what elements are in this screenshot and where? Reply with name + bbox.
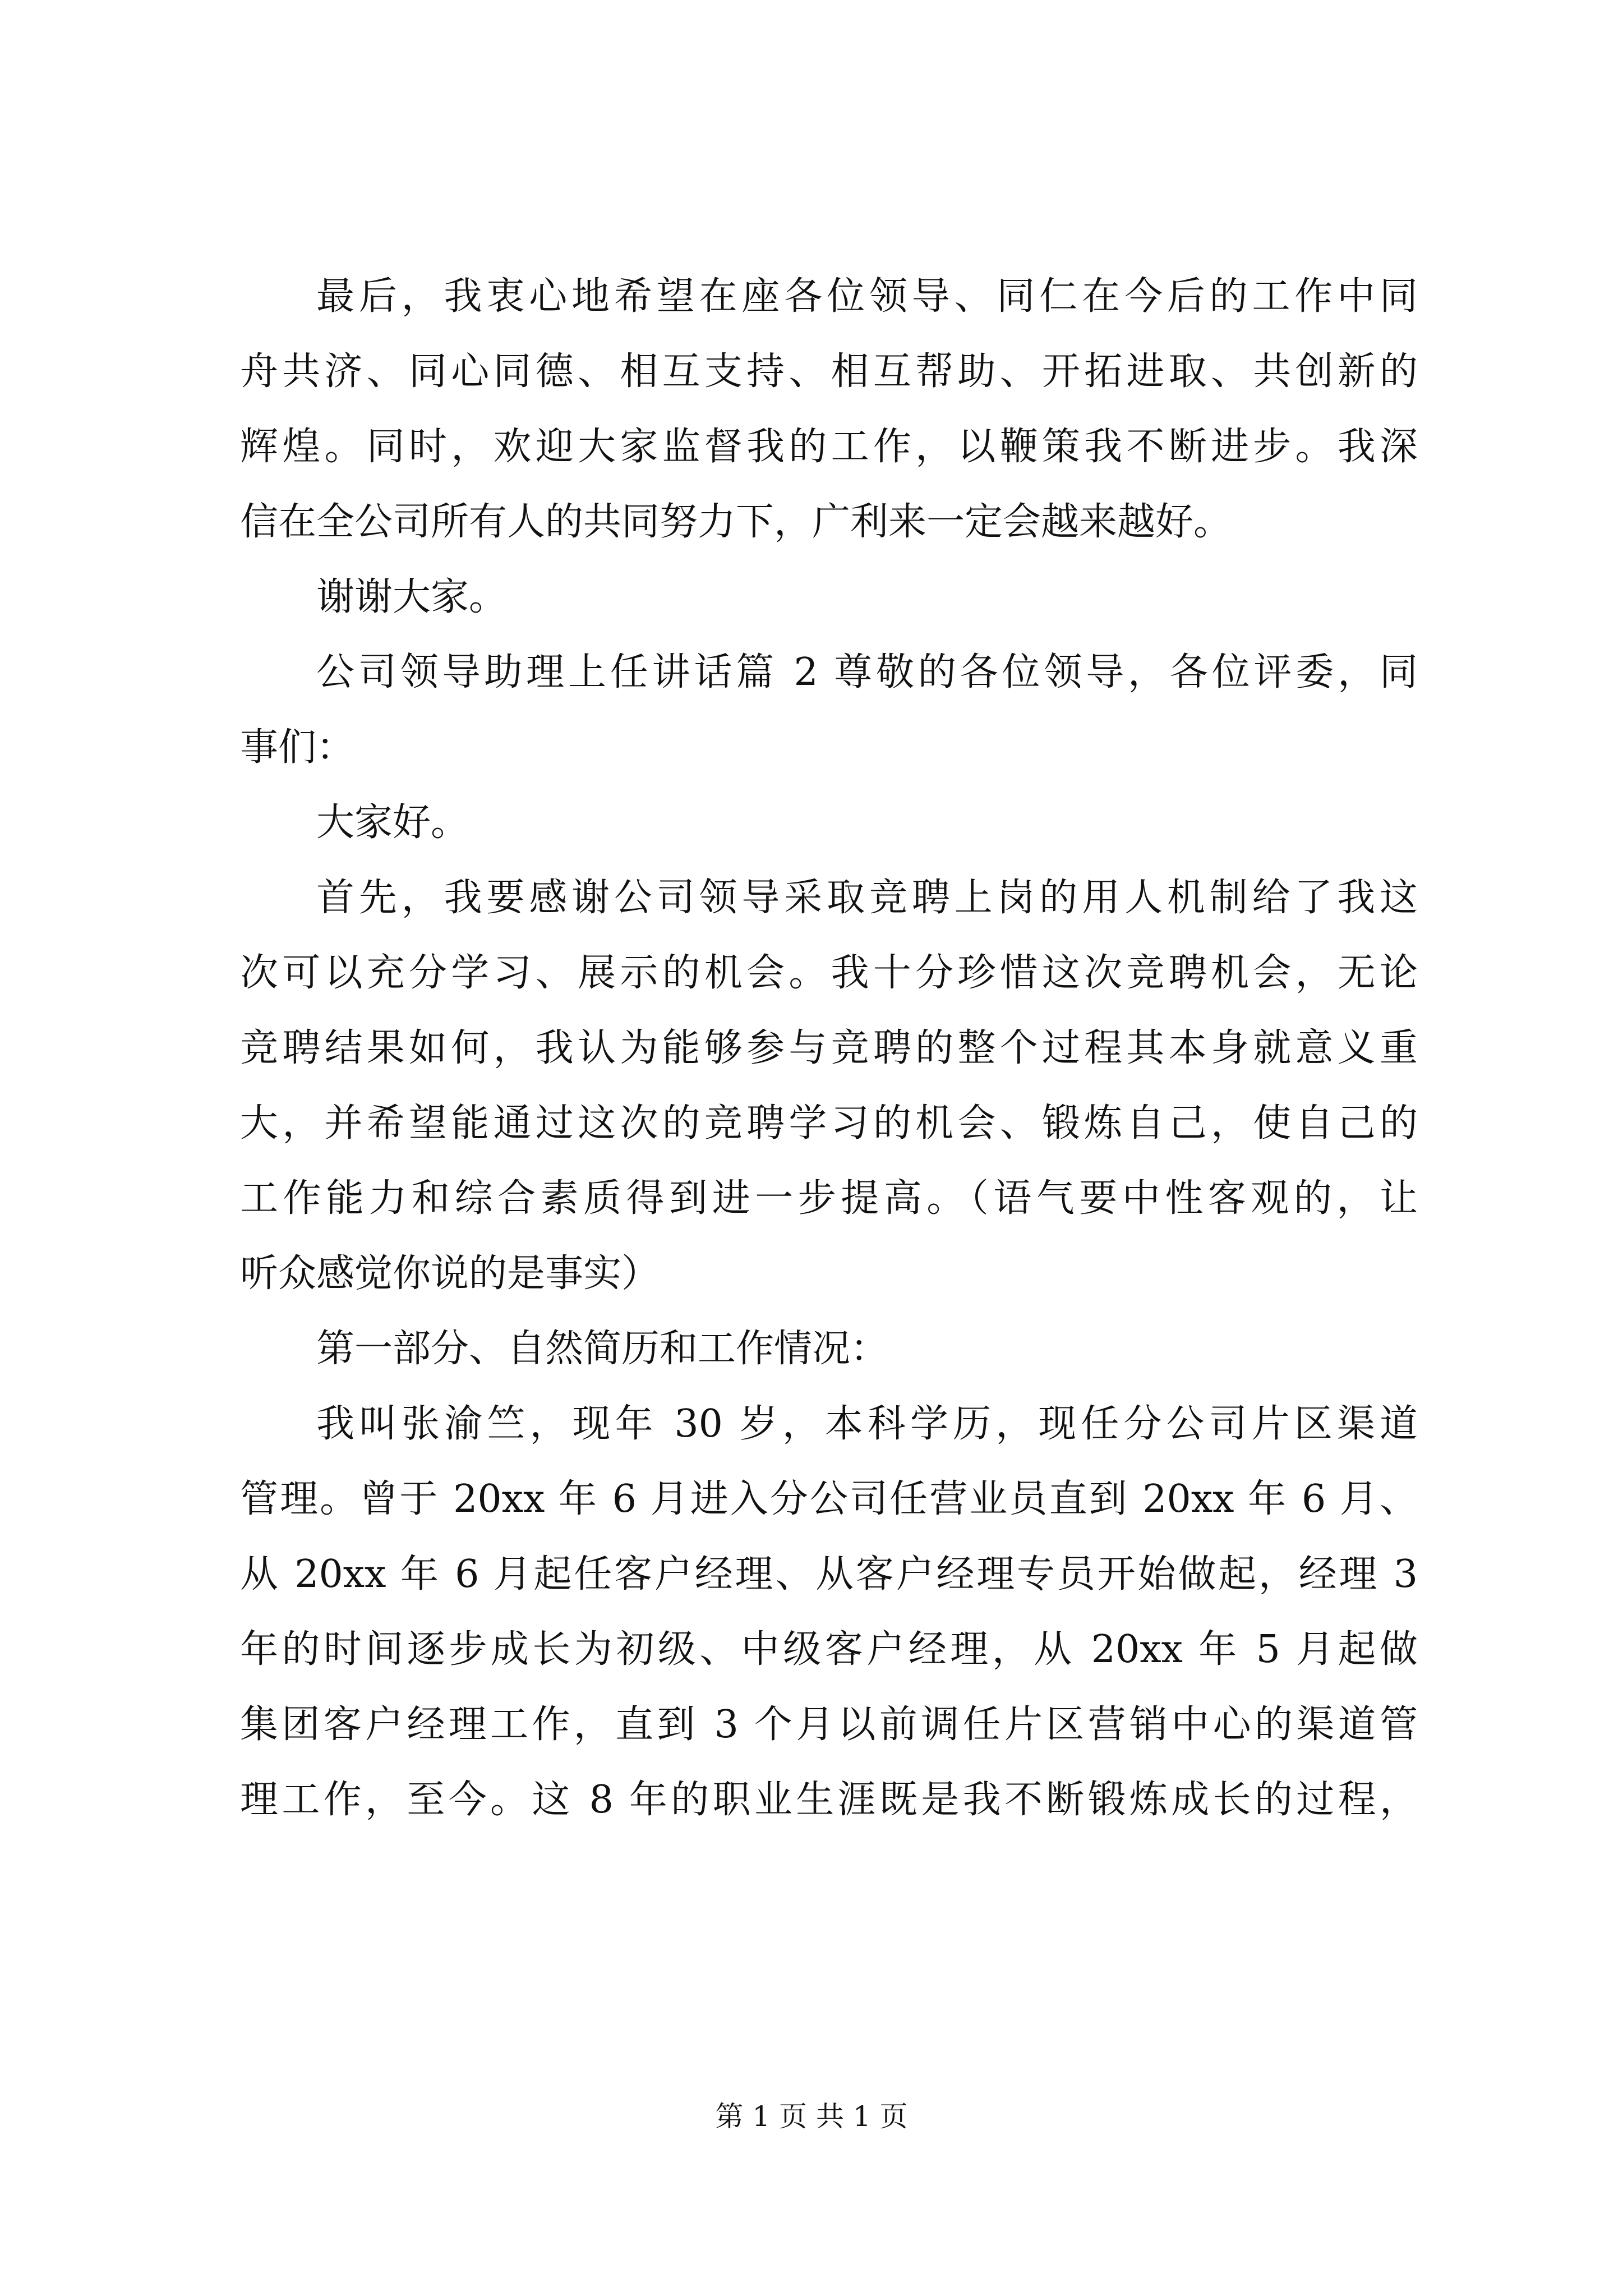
- text-line: 最后，我衷心地希望在座各位领导、同仁在今后的工作中同: [316, 274, 1418, 319]
- text-line: 大，并希望能通过这次的竞聘学习的机会、锻炼自己，使自己的: [240, 1101, 1418, 1145]
- text-line: 大家好。: [316, 800, 469, 845]
- text-line: 次可以充分学习、展示的机会。我十分珍惜这次竞聘机会，无论: [240, 951, 1418, 995]
- paragraph: [240, 785, 1418, 861]
- text-line: 工作能力和综合素质得到进一步提高。（语气要中性客观的，让: [240, 1176, 1418, 1221]
- text-line: 年的时间逐步成长为初级、中级客户经理，从 20xx 年 5 月起做: [240, 1627, 1418, 1672]
- text-line: 听众感觉你说的是事实）: [240, 1251, 660, 1296]
- text-line: 我叫张渝竺，现年 30 岁，本科学历，现任分公司片区渠道: [316, 1402, 1418, 1446]
- text-line: 第一部分、自然简历和工作情况：: [316, 1327, 889, 1371]
- text-line: 事们：: [240, 725, 355, 770]
- text-line: 竞聘结果如何，我认为能够参与竞聘的整个过程其本身就意义重: [240, 1026, 1418, 1070]
- text-line: 首先，我要感谢公司领导采取竞聘上岗的用人机制给了我这: [316, 876, 1418, 920]
- text-line: 信在全公司所有人的共同努力下，广利来一定会越来越好。: [240, 500, 1232, 544]
- text-line: 理工作，至今。这 8 年的职业生涯既是我不断锻炼成长的过程，: [240, 1778, 1418, 1822]
- text-line: 管理。曾于 20xx 年 6 月进入分公司任营业员直到 20xx 年 6 月、: [240, 1477, 1418, 1521]
- paragraph: [240, 1312, 1418, 1387]
- text-line: 公司领导助理上任讲话篇 2 尊敬的各位领导，各位评委，同: [316, 650, 1418, 694]
- paragraph: [240, 635, 1418, 785]
- text-line: 从 20xx 年 6 月起任客户经理、从客户经理专员开始做起，经理 3: [240, 1552, 1418, 1596]
- text-line: 集团客户经理工作，直到 3 个月以前调任片区营销中心的渠道管: [240, 1703, 1418, 1747]
- text-line: 舟共济、同心同德、相互支持、相互帮助、开拓进取、共创新的: [240, 349, 1418, 394]
- text-line: 谢谢大家。: [316, 575, 508, 619]
- document-body: [240, 259, 1418, 1838]
- page-number-label: 第 1 页 共 1 页: [715, 2100, 908, 2133]
- text-line: 辉煌。同时，欢迎大家监督我的工作，以鞭策我不断进步。我深: [240, 425, 1418, 469]
- paragraph: [240, 259, 1418, 560]
- paragraph: [240, 1387, 1418, 1838]
- paragraph: [240, 861, 1418, 1312]
- paragraph: [240, 560, 1418, 635]
- page-footer: [0, 2097, 1623, 2136]
